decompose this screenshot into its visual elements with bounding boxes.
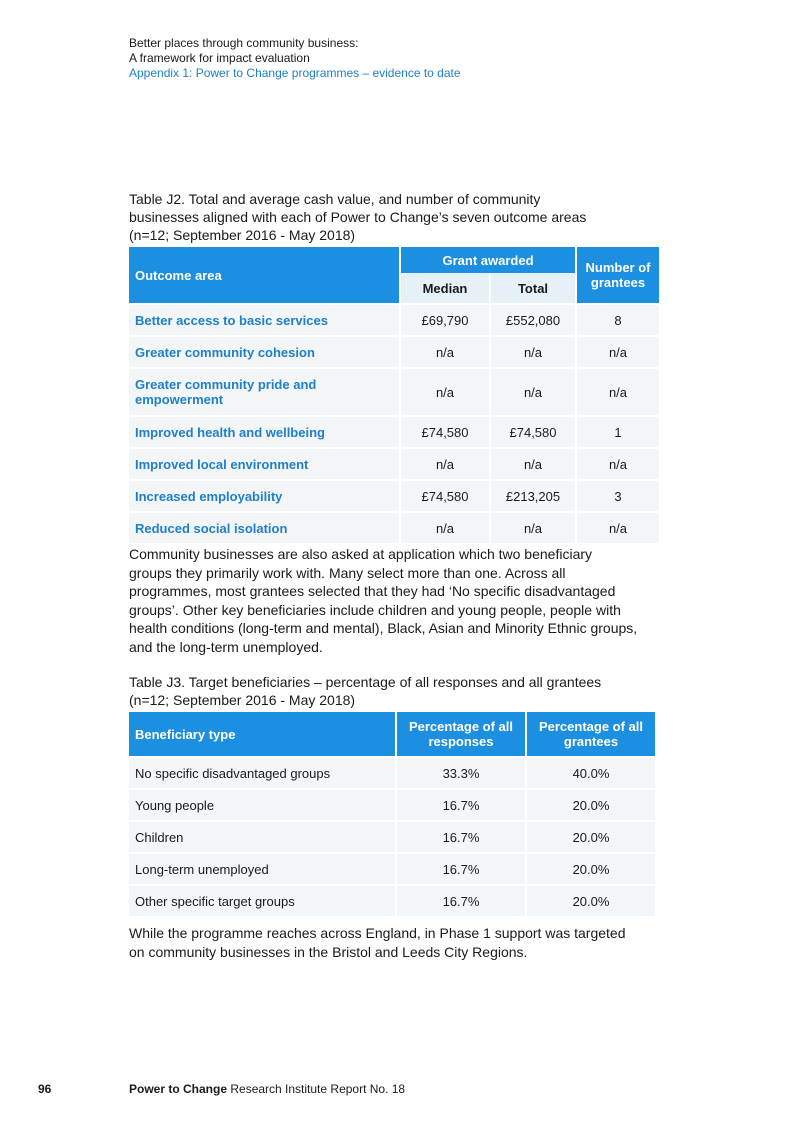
table-row: Long-term unemployed 16.7% 20.0% xyxy=(129,852,655,884)
table-row: Greater community cohesion n/a n/a n/a xyxy=(129,335,659,367)
table-row: No specific disadvantaged groups 33.3% 40.0% xyxy=(129,756,655,788)
table-row: Increased employability £74,580 £213,205 3 xyxy=(129,479,659,511)
paragraph-phase1: While the programme reaches across England, in Phase 1 support was targeted on community businesses in the Bristol and Leeds City Regions. xyxy=(129,925,626,960)
footer-brand: Power to Change xyxy=(129,1082,228,1096)
header-outcome-area: Outcome area xyxy=(129,247,399,303)
table-row: Reduced social isolation n/a n/a n/a xyxy=(129,511,659,543)
table-j3 xyxy=(129,712,655,916)
header-pct-grantees: Percentage of all grantees xyxy=(525,712,655,756)
table-row: Young people 16.7% 20.0% xyxy=(129,788,655,820)
table-row: Greater community pride and empowerment n/a n/a n/a xyxy=(129,367,659,415)
table-row: Other specific target groups 16.7% 20.0% xyxy=(129,884,655,916)
table-j2-caption: Table J2. Total and average cash value, and number of community businesses aligned with each of Power to Change’s seven outcome areas (n=12; September 2016 - May 2018) xyxy=(129,191,587,243)
table-row: Better access to basic services £69,790 £552,080 8 xyxy=(129,303,659,335)
header-number-of-grantees: Number of grantees xyxy=(575,247,659,303)
header-pct-responses: Percentage of all responses xyxy=(395,712,525,756)
header-median: Median xyxy=(399,273,489,303)
page-number: 96 xyxy=(38,1082,52,1096)
header-title-line2: A framework for impact evaluation xyxy=(129,51,310,65)
running-header xyxy=(129,36,461,81)
table-row: Improved local environment n/a n/a n/a xyxy=(129,447,659,479)
page-footer xyxy=(38,1082,405,1096)
table-row: Children 16.7% 20.0% xyxy=(129,820,655,852)
footer-report: Research Institute Report No. 18 xyxy=(227,1082,406,1096)
header-total: Total xyxy=(489,273,575,303)
header-beneficiary-type: Beneficiary type xyxy=(129,712,395,756)
header-grant-awarded: Grant awarded xyxy=(399,247,575,273)
header-section: Appendix 1: Power to Change programmes – evidence to date xyxy=(129,66,461,80)
header-title-line1: Better places through community business: xyxy=(129,36,359,50)
paragraph-beneficiaries: Community businesses are also asked at application which two beneficiary groups they primarily work with. Many select more than one. Across all programmes, most grantees selected that they had ‘No specific disadvantaged groups’. Other key beneficiaries include children and young people, people with health conditions (long-term and mental), Black, Asian and Minority Ethnic groups, and the long-term unemployed. xyxy=(129,546,638,655)
table-row: Improved health and wellbeing £74,580 £74,580 1 xyxy=(129,415,659,447)
table-j2 xyxy=(129,247,659,543)
table-j3-caption: Table J3. Target beneficiaries – percentage of all responses and all grantees (n=12; September 2016 - May 2018) xyxy=(129,674,602,708)
